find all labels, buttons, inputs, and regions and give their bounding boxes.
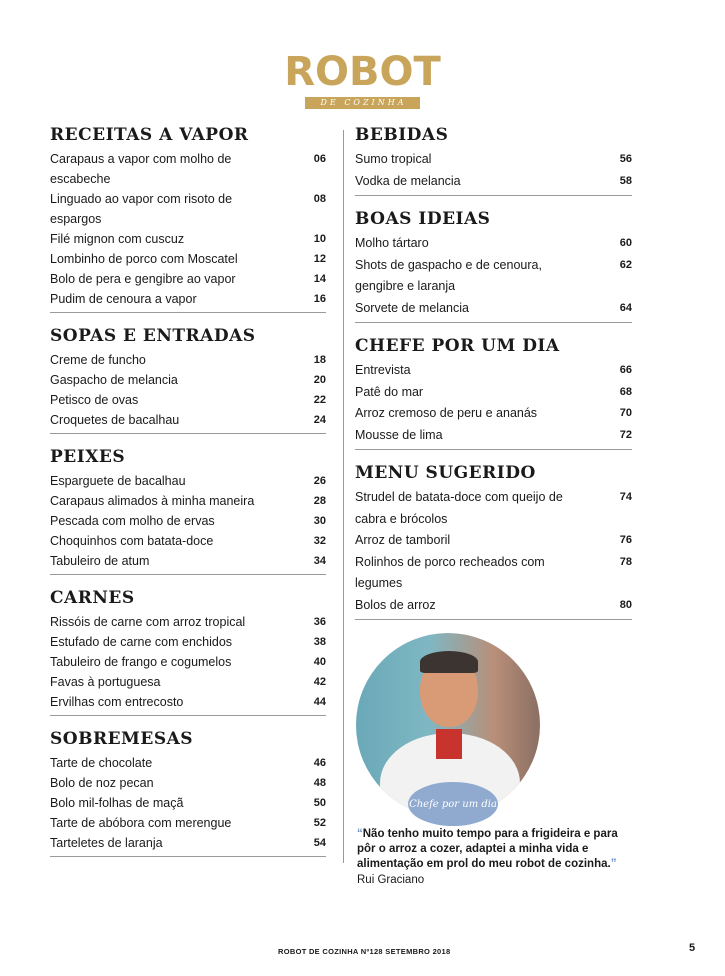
entry-title: Carapaus a vapor com molho de escabeche: [50, 152, 232, 186]
toc-entry: [50, 410, 326, 430]
entry-page-number: 78: [619, 555, 632, 568]
toc-entry: [50, 289, 326, 309]
entry-title: Filé mignon com cuscuz: [50, 232, 185, 246]
toc-entry: [50, 249, 326, 269]
entry-page-number: 08: [313, 193, 326, 205]
toc-entry: [50, 793, 326, 813]
toc-entry: [50, 692, 326, 712]
toc-section: [355, 462, 632, 620]
chef-quote: [357, 827, 627, 888]
entry-title: Strudel de batata-doce com queijo de cabra e brócolos: [355, 490, 563, 526]
toc-section: [50, 124, 326, 313]
entry-title: Arroz de tamboril: [355, 533, 451, 547]
entry-title: Gaspacho de melancia: [50, 373, 178, 387]
chefe-por-um-dia-badge: [408, 782, 498, 826]
toc-entry: [50, 189, 326, 229]
entry-page-number: 54: [313, 837, 326, 849]
toc-entry: [355, 382, 632, 404]
toc-entry: [50, 813, 326, 833]
entry-title: Patê do mar: [355, 384, 424, 399]
entry-title: Linguado ao vapor com risoto de espargos: [50, 192, 233, 226]
toc-entry: [50, 753, 326, 773]
entry-title: Entrevista: [355, 363, 411, 377]
toc-section: [355, 208, 632, 323]
entry-page-number: 46: [313, 757, 326, 769]
entry-page-number: 28: [313, 495, 326, 507]
entry-title: Petisco de ovas: [50, 393, 139, 407]
entry-title: Vodka de melancia: [355, 173, 461, 188]
entry-page-number: 40: [313, 656, 326, 668]
entry-title: Rolinhos de porco recheados com legumes: [355, 554, 545, 590]
toc-entry: [355, 530, 632, 552]
section-title: SOPAS E ENTRADAS: [50, 326, 256, 346]
toc-section: [50, 325, 326, 434]
photo-collar: [436, 729, 462, 759]
toc-entry: [50, 672, 326, 692]
entry-title: Sorvete de melancia: [355, 300, 469, 315]
entry-title: Creme de funcho: [50, 353, 146, 367]
toc-entry: [355, 298, 632, 320]
toc-entry: [355, 360, 632, 382]
entry-page-number: 32: [313, 535, 326, 547]
section-title: RECEITAS A VAPOR: [50, 125, 249, 145]
toc-entry: [50, 773, 326, 793]
entry-page-number: 44: [313, 696, 326, 708]
entry-page-number: 20: [313, 374, 326, 386]
toc-entry: [50, 269, 326, 289]
entry-page-number: 76: [619, 534, 632, 546]
entry-title: Croquetes de bacalhau: [50, 413, 180, 427]
toc-entry: [355, 149, 632, 171]
toc-entry: [355, 595, 632, 617]
entry-title: Tabuleiro de frango e cogumelos: [50, 655, 232, 669]
right-column: [355, 124, 632, 632]
toc-entry: [355, 171, 632, 193]
entry-title: Tarteletes de laranja: [50, 836, 163, 850]
entry-page-number: 56: [619, 153, 632, 165]
toc-entry: [355, 552, 632, 595]
left-column: [50, 124, 326, 869]
toc-section: [50, 728, 326, 857]
page-number: 5: [689, 942, 696, 954]
entry-page-number: 22: [313, 394, 326, 406]
entry-title: Bolo mil-folhas de maçã: [50, 796, 184, 810]
entry-title: Bolo de pera e gengibre ao vapor: [50, 272, 236, 286]
entry-title: Choquinhos com batata-doce: [50, 534, 214, 548]
entry-title: Molho tártaro: [355, 236, 429, 250]
entry-title: Pescada com molho de ervas: [50, 514, 215, 528]
entry-title: Tarte de abóbora com merengue: [50, 816, 232, 830]
entry-page-number: 14: [313, 273, 326, 285]
section-title: CHEFE POR UM DIA: [355, 336, 560, 356]
magazine-logo: [0, 49, 725, 110]
entry-page-number: 52: [313, 817, 326, 829]
toc-entry: [50, 491, 326, 511]
entry-page-number: 36: [313, 616, 326, 628]
quote-open-mark: “: [357, 828, 363, 840]
section-title: BEBIDAS: [355, 125, 449, 145]
entry-page-number: 68: [619, 385, 632, 398]
entry-title: Tarte de chocolate: [50, 756, 153, 770]
toc-entry: [50, 833, 326, 853]
entry-title: Lombinho de porco com Moscatel: [50, 252, 238, 266]
toc-section: [355, 124, 632, 196]
toc-entry: [50, 350, 326, 370]
section-title: CARNES: [50, 588, 135, 608]
entry-page-number: 34: [313, 555, 326, 567]
logo-subtitle: DE COZINHA: [305, 97, 421, 109]
section-title: SOBREMESAS: [50, 729, 194, 749]
entry-title: Carapaus alimados à minha maneira: [50, 494, 255, 508]
entry-page-number: 30: [313, 515, 326, 527]
toc-entry: [50, 390, 326, 410]
entry-title: Rissóis de carne com arroz tropical: [50, 615, 246, 629]
entry-page-number: 18: [313, 354, 326, 366]
entry-page-number: 74: [619, 491, 632, 503]
toc-entry: [50, 531, 326, 551]
badge-text: Chefe por um dia: [409, 798, 497, 810]
entry-page-number: 60: [619, 237, 632, 249]
entry-page-number: 62: [619, 258, 632, 271]
quote-close-mark: ”: [610, 858, 617, 870]
entry-page-number: 70: [619, 407, 632, 419]
entry-title: Sumo tropical: [355, 152, 432, 166]
toc-entry: [50, 612, 326, 632]
toc-section: [355, 335, 632, 450]
toc-section: [50, 587, 326, 716]
photo-hair: [420, 651, 478, 673]
entry-page-number: 06: [313, 153, 326, 165]
entry-page-number: 10: [313, 233, 326, 245]
toc-entry: [50, 229, 326, 249]
quote-text: [357, 827, 627, 872]
logo-word: ROBOT: [284, 49, 441, 95]
entry-title: Shots de gaspacho e de cenoura, gengibre e laranja: [355, 257, 542, 293]
toc-entry: [355, 403, 632, 425]
entry-title: Favas à portuguesa: [50, 675, 161, 689]
entry-page-number: 12: [313, 253, 326, 265]
entry-title: Arroz cremoso de peru e ananás: [355, 406, 538, 420]
entry-title: Bolos de arroz: [355, 597, 436, 612]
section-title: BOAS IDEIAS: [355, 209, 491, 229]
toc-entry: [355, 255, 632, 298]
toc-entry: [50, 471, 326, 491]
toc-entry: [50, 652, 326, 672]
entry-page-number: 58: [619, 174, 632, 187]
entry-title: Estufado de carne com enchidos: [50, 635, 233, 649]
quote-body: Não tenho muito tempo para a frigideira e para pôr o arroz a cozer, adaptei a minha vida e alimentação em prol do meu robot de cozinha.: [357, 828, 618, 870]
toc-section: [50, 446, 326, 575]
entry-page-number: 48: [313, 777, 326, 789]
entry-title: Esparguete de bacalhau: [50, 474, 186, 488]
entry-page-number: 24: [313, 414, 326, 426]
entry-page-number: 38: [313, 636, 326, 648]
entry-page-number: 66: [619, 364, 632, 376]
toc-entry: [50, 632, 326, 652]
toc-entry: [355, 425, 632, 447]
footer-text: ROBOT DE COZINHA Nº128 SETEMBRO 2018: [278, 947, 451, 956]
toc-entry: [355, 233, 632, 255]
toc-entry: [50, 551, 326, 571]
quote-author: Rui Graciano: [357, 874, 425, 886]
entry-page-number: 16: [313, 293, 326, 305]
toc-entry: [50, 370, 326, 390]
entry-page-number: 64: [619, 301, 632, 314]
entry-page-number: 42: [313, 676, 326, 688]
entry-page-number: 26: [313, 475, 326, 487]
column-divider: [343, 130, 344, 863]
entry-title: Mousse de lima: [355, 427, 443, 442]
toc-entry: [50, 149, 326, 189]
toc-entry: [355, 487, 632, 530]
entry-title: Bolo de noz pecan: [50, 776, 154, 790]
entry-title: Pudim de cenoura a vapor: [50, 292, 197, 306]
entry-page-number: 50: [313, 797, 326, 809]
entry-title: Tabuleiro de atum: [50, 554, 150, 568]
entry-page-number: 72: [619, 428, 632, 441]
section-title: MENU SUGERIDO: [355, 463, 536, 483]
entry-title: Ervilhas com entrecosto: [50, 695, 184, 709]
toc-entry: [50, 511, 326, 531]
entry-page-number: 80: [619, 598, 632, 611]
section-title: PEIXES: [50, 447, 126, 467]
